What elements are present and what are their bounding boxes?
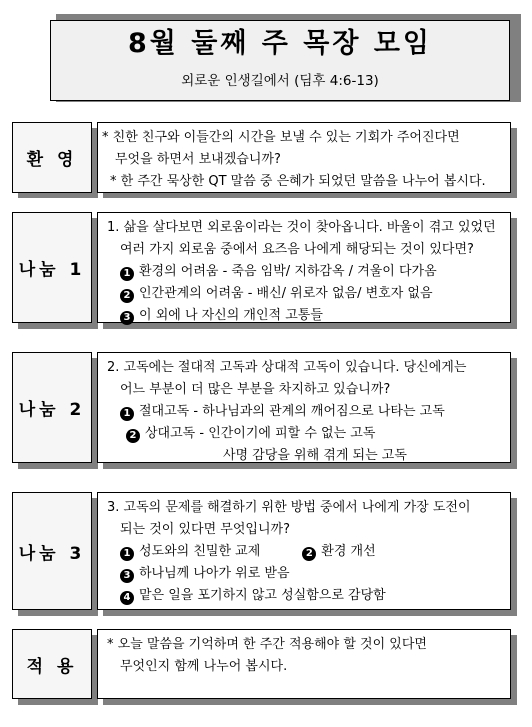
number-3-icon: 3 xyxy=(120,569,134,583)
share3-item-1-text: 성도와의 친밀한 교제 xyxy=(139,544,261,559)
number-1-icon: 1 xyxy=(120,407,134,421)
share2-label xyxy=(12,352,92,463)
apply-label-text: 적 용 xyxy=(26,656,78,677)
share1-item-2-text: 인간관계의 어려움 - 배신/ 위로자 없음/ 변호자 없음 xyxy=(139,286,433,301)
number-2-icon: 2 xyxy=(302,547,316,561)
share3-item-3 xyxy=(107,563,504,585)
share3-item-2-text: 환경 개선 xyxy=(321,544,376,559)
share3-item-4 xyxy=(107,585,504,607)
share2-item-2-continuation: 사명 감당을 위해 겪게 되는 고독 xyxy=(223,448,407,463)
apply-content xyxy=(97,629,511,699)
apply-line-2: 무엇인지 함께 나누어 봅시다. xyxy=(120,659,288,674)
page-title: 8월 둘째 주 목장 모임 xyxy=(127,28,433,59)
share2-item-1-text: 절대고독 - 하나님과의 관계의 깨어짐으로 나타는 고독 xyxy=(139,404,445,419)
share2-label-text: 나눔 2 xyxy=(18,400,86,420)
number-1-icon: 1 xyxy=(120,267,134,281)
share1-item-3-text: 이 외에 나 자신의 개인적 고통들 xyxy=(139,308,323,323)
number-2-icon: 2 xyxy=(126,429,140,443)
number-1-icon: 1 xyxy=(120,547,134,561)
apply-label xyxy=(12,629,92,699)
share3-content xyxy=(97,492,511,610)
share2-question-line-1: 2. 고독에는 절대적 고독과 상대적 고독이 있습니다. 당신에게는 xyxy=(107,360,467,375)
share3-label-text: 나눔 3 xyxy=(18,543,86,564)
share1-content xyxy=(97,212,511,323)
share3-item-3-text: 하나님께 나아가 위로 받음 xyxy=(139,566,290,581)
number-2-icon: 2 xyxy=(120,289,134,303)
welcome-content xyxy=(97,122,511,193)
page-subtitle: 외로운 인생길에서 (딤후 4:6-13) xyxy=(181,73,379,89)
apply-line-1: * 오늘 말씀을 기억하며 한 주간 적용해야 할 것이 있다면 xyxy=(107,637,427,652)
share2-content xyxy=(97,352,511,463)
welcome-line-3: * 한 주간 묵상한 QT 말씀 중 은혜가 되었던 말씀을 나누어 봅시다. xyxy=(110,174,486,189)
share1-item-1 xyxy=(107,261,504,283)
welcome-line-1: * 친한 친구와 이들간의 시간을 보낼 수 있는 기회가 주어진다면 xyxy=(102,130,460,145)
welcome-line-2: 무엇을 하면서 보내겠습니까? xyxy=(115,152,281,167)
share1-item-3 xyxy=(107,305,504,327)
number-3-icon: 3 xyxy=(120,311,134,325)
share3-items-row-1 xyxy=(107,541,504,563)
share3-item-4-text: 맡은 일을 포기하지 않고 성실함으로 감당함 xyxy=(139,588,386,603)
share1-label-text: 나눔 1 xyxy=(18,260,86,280)
share3-question-line-1: 3. 고독의 문제를 해결하기 위한 방법 중에서 나에게 가장 도전이 xyxy=(107,500,471,515)
number-4-icon: 4 xyxy=(120,591,134,605)
share2-question-line-2: 어느 부분이 더 많은 부분을 차지하고 있습니까? xyxy=(120,382,391,397)
share3-label xyxy=(12,492,92,610)
share1-question-line-1: 1. 삶을 살다보면 외로움이라는 것이 찾아옵니다. 바울이 겪고 있었던 xyxy=(107,220,496,235)
welcome-label xyxy=(12,122,92,193)
share3-question-line-2: 되는 것이 있다면 무엇입니까? xyxy=(120,522,290,537)
share1-question-line-2: 여러 가지 외로움 중에서 요즈음 나에게 해당되는 것이 있다면? xyxy=(120,242,474,257)
share2-item-2-text: 상대고독 - 인간이기에 피할 수 없는 고독 xyxy=(145,426,376,441)
share1-label xyxy=(12,212,92,323)
header-box xyxy=(50,20,510,101)
welcome-label-text: 환 영 xyxy=(26,150,78,170)
share2-item-2 xyxy=(107,423,504,445)
share2-item-1 xyxy=(107,401,504,423)
share1-item-2 xyxy=(107,283,504,305)
share1-item-1-text: 환경의 어려움 - 죽음 임박/ 지하감옥 / 겨울이 다가옴 xyxy=(139,264,437,279)
